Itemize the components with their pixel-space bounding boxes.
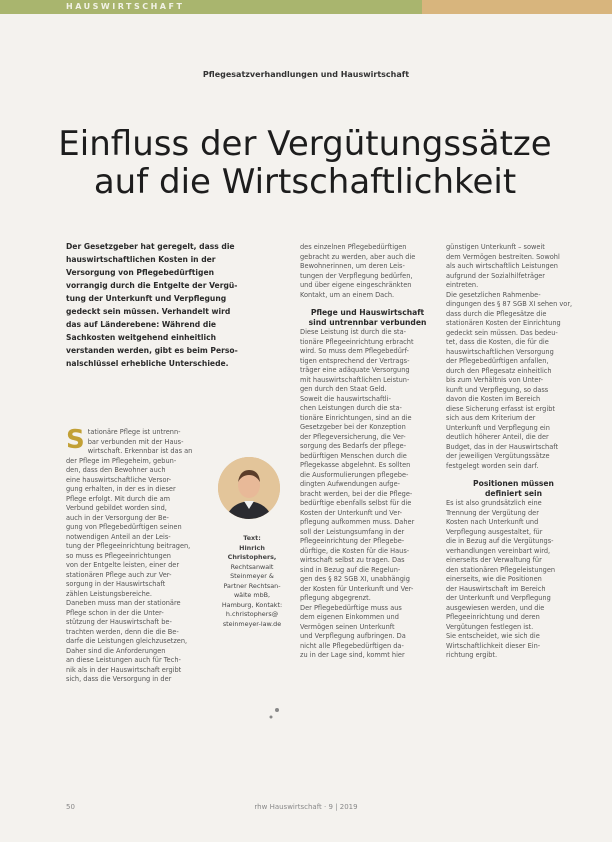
- text-line: von der Entgelte leisten, einer der: [66, 561, 180, 569]
- text-line: bedürftige ebenfalls selbst für die: [300, 499, 412, 507]
- text-line: eine hauswirtschaftliche Versor-: [66, 475, 172, 484]
- text-line: bedürftigen Menschen durch die: [300, 451, 407, 460]
- headline-line: Einfluss der Vergütungssätze: [58, 123, 552, 164]
- caption-line: wälte mbB,: [233, 591, 271, 599]
- author-name: Hinrich Christophers,: [227, 543, 277, 561]
- text-line: die Ausformulierungen pflegebe-: [300, 470, 409, 479]
- text-line: Sie entscheidet, wie sich die: [446, 632, 540, 640]
- text-line: den stationären Pflegeleistungen: [446, 565, 556, 574]
- text-line: der Pflege im Pflegeheim, gebun-: [66, 456, 177, 465]
- text-line: kunft und Verpflegung, so dass: [446, 385, 549, 394]
- text-line: pflegung aufkommen muss. Daher: [300, 518, 415, 526]
- text-line: deutlich höherer Anteil, die der: [446, 433, 549, 441]
- text-line: ausgewiesen werden, und die: [446, 603, 545, 612]
- text-line: Versorgung von Pflegebedürftigen: [66, 268, 215, 277]
- text-line: günstigen Unterkunft – soweit: [446, 243, 545, 251]
- text-line: so muss es Pflegeeinrichtungen: [66, 551, 171, 560]
- headline-line: auf die Wirtschaftlichkeit: [93, 161, 517, 202]
- headline: [40, 125, 570, 201]
- text-line: Daher sind die Anforderungen: [66, 646, 166, 655]
- text-line: als auch wirtschaftlich Leistungen: [446, 262, 558, 270]
- text-line: eintreten.: [446, 281, 479, 289]
- text-line: an diese Leistungen auch für Tech-: [66, 656, 181, 664]
- text-line: davon die Kosten im Bereich: [446, 395, 541, 403]
- text-line: gebracht zu werden, aber auch die: [300, 252, 416, 261]
- text-line: zählen Leistungsbereiche.: [66, 589, 152, 598]
- text-line: sich aus dem Kriterium der: [446, 414, 536, 422]
- text-line: hauswirtschaftlichen Versorgung: [446, 347, 554, 356]
- text-line: Pflege erfolgt. Mit durch die am: [66, 494, 171, 503]
- text-line: gen des § 82 SGB XI, unabhängig: [300, 575, 410, 583]
- text-line: richtung ergibt.: [446, 651, 498, 659]
- text-line: dass durch die Pflegesätze die: [446, 309, 547, 318]
- text-line: stationären Kosten der Einrichtung: [446, 319, 561, 327]
- text-line: nicht alle Pflegebedürftigen da-: [300, 641, 404, 650]
- text-line: gedeckt sein müssen. Verhandelt wird: [66, 307, 231, 316]
- text-line: Soweit die hauswirtschaftli-: [300, 394, 391, 403]
- author-caption: [214, 534, 290, 629]
- text-line: dingten Aufwendungen aufge-: [300, 480, 401, 488]
- text-line: gung erhalten, in der es in dieser: [66, 485, 176, 493]
- text-line: gedeckt sein müssen. Das bedeu-: [446, 328, 558, 337]
- text-line: tet, dass die Kosten, die für die: [446, 338, 549, 346]
- text-line: tationäre Pflege ist untrenn-: [87, 428, 181, 436]
- text-line: bar verbunden mit der Haus-: [87, 437, 184, 446]
- text-line: und Verpflegung aufbringen. Da: [300, 632, 406, 640]
- text-line: Kosten nach Unterkunft und: [446, 518, 539, 526]
- text-line: gen durch den Staat Geld.: [300, 385, 387, 393]
- caption-line: Hamburg, Kontakt:: [221, 600, 283, 609]
- text-line: einerseits der Verwaltung für: [446, 556, 542, 564]
- kicker: Pflegesatzverhandlungen und Hauswirtschaft: [202, 70, 410, 79]
- text-line: Verbund gebildet worden sind,: [66, 504, 167, 512]
- text-line: der Unterkunft und Verpflegung: [446, 594, 551, 602]
- text-line: verhandlungen vereinbart wird,: [446, 546, 551, 555]
- text-line: soll der Leistungsumfang in der: [300, 527, 405, 536]
- text-line: Diese Leistung ist durch die sta-: [300, 328, 407, 336]
- text-line: Pflege schon in der die Unter-: [66, 608, 164, 617]
- section-label: HAUSWIRTSCHAFT: [66, 2, 185, 11]
- text-line: trachten werden, denn die die Be-: [66, 627, 179, 636]
- text-line: gung von Pflegebedürftigen seinen: [66, 523, 182, 531]
- text-line: des einzelnen Pflegebedürftigen: [300, 243, 407, 251]
- text-line: mit hauswirtschaftlichen Leistun-: [300, 375, 410, 384]
- text-line: Der Pflegebedürftige muss aus: [300, 603, 402, 612]
- author-portrait: [218, 457, 280, 519]
- text-line: wirtschaft. Erkennbar ist das an: [87, 447, 193, 455]
- text-line: den, dass den Bewohner auch: [66, 466, 166, 474]
- text-line: der Hauswirtschaft im Bereich: [446, 584, 546, 593]
- text-line: Trennung der Vergütung der: [446, 508, 539, 517]
- dropcap: S: [66, 425, 85, 455]
- text-line: dürftige, die Kosten für die Haus-: [300, 546, 410, 555]
- text-line: notwendigen Anteil an der Leis-: [66, 532, 171, 541]
- text-line: Kontakt, um an einem Dach.: [300, 290, 395, 299]
- text-line: chen Leistungen durch die sta-: [300, 404, 402, 412]
- text-line: dingungen des § 87 SGB XI sehen vor,: [446, 300, 573, 308]
- text-line: Daneben muss man der stationäre: [66, 599, 181, 607]
- text-line: nalschlüssel erhebliche Unterschiede.: [66, 359, 229, 368]
- subheading: Pflege und Hauswirtschaft: [310, 308, 425, 317]
- text-line: Unterkunft und Verpflegung ein: [446, 423, 550, 432]
- text-line: durch den Pflegesatz einheitlich: [446, 366, 552, 375]
- lead-paragraph: [66, 240, 266, 370]
- text-line: hauswirtschaftlichen Kosten in der: [66, 255, 216, 264]
- subheading: sind untrennbar verbunden: [308, 318, 427, 327]
- subheading: definiert sein: [484, 489, 543, 498]
- text-line: Wirtschaftlichkeit dieser Ein-: [446, 641, 541, 650]
- text-line: sind in Bezug auf die Regelun-: [300, 565, 401, 574]
- text-line: Sachkosten weitgehend einheitlich: [66, 333, 217, 342]
- subheading: Positionen müssen: [473, 479, 554, 488]
- text-line: tung der Unterkunft und Verpflegung: [66, 294, 227, 303]
- header-accent: [422, 0, 612, 14]
- text-line: die in Bezug auf die Vergütungs-: [446, 537, 554, 545]
- text-line: Pflegekasse abgelehnt. Es sollten: [300, 461, 411, 469]
- text-line: verstanden werden, gibt es beim Perso-: [66, 346, 238, 355]
- text-line: sorgung des Bedarfs der pflege-: [300, 442, 407, 450]
- text-line: wirtschaft selbst zu tragen. Das: [300, 556, 405, 564]
- text-line: Pflegeeinrichtung der Pflegebe-: [300, 537, 405, 545]
- caption-line: h.christophers@: [225, 610, 279, 618]
- text-line: tigen entsprechend der Vertrags-: [300, 356, 410, 365]
- text-line: Es ist also grundsätzlich eine: [446, 499, 542, 507]
- text-line: träger eine adäquate Versorgung: [300, 366, 410, 374]
- article-column-1: [66, 425, 212, 685]
- decorative-dots: [268, 706, 282, 720]
- caption-line: Partner Rechtsan-: [223, 581, 281, 590]
- text-line: Kosten der Unterkunft und Ver-: [300, 508, 403, 517]
- text-line: und über eigene eingeschränkten: [300, 281, 412, 289]
- text-line: nik als in der Hauswirtschaft ergibt: [66, 665, 182, 674]
- text-line: pflegung abgegrenzt.: [300, 594, 371, 602]
- text-line: einerseits, wie die Positionen: [446, 575, 542, 583]
- text-line: Bewohnerinnen, um deren Leis-: [300, 262, 405, 270]
- text-line: tungen der Verpflegung bedürfen,: [300, 271, 413, 280]
- text-line: der Pflegebedürftigen anfallen,: [446, 357, 549, 365]
- text-line: der Pflegeversicherung, die Ver-: [300, 432, 406, 441]
- text-line: stützung der Hauswirtschaft be-: [66, 618, 172, 626]
- text-line: festgelegt worden sein darf.: [446, 461, 539, 470]
- caption-line: steinmeyer-law.de: [222, 619, 282, 628]
- text-line: diese Sicherung erfasst ist ergibt: [446, 404, 555, 413]
- text-line: sich, dass die Versorgung in der: [66, 675, 172, 683]
- text-line: darfe die Leistungen gleichzusetzen,: [66, 637, 188, 645]
- text-line: Die gesetzlichen Rahmenbe-: [446, 290, 541, 299]
- text-line: vorrangig durch die Entgelte der Vergü-: [66, 281, 238, 290]
- text-line: dem Vermögen bestreiten. Sowohl: [446, 252, 560, 261]
- text-line: der jeweiligen Vergütungssätze: [446, 452, 550, 460]
- article-column-2: [300, 243, 435, 661]
- text-line: Gesetzgeber bei der Konzeption: [300, 423, 406, 431]
- text-line: Pflegeeinrichtung und deren: [446, 613, 540, 621]
- text-line: Vergütungen festlegen ist.: [446, 622, 534, 631]
- section-header-bar: [0, 0, 612, 14]
- caption-label: Text:: [243, 534, 261, 542]
- page-number: 50: [66, 803, 75, 811]
- text-line: der Kosten für Unterkunft und Ver-: [300, 584, 414, 593]
- text-line: tung der Pflegeeinrichtung beitragen,: [66, 542, 191, 550]
- text-line: bis zum Verhältnis von Unter-: [446, 376, 544, 384]
- text-line: tionäre Pflegeeinrichtung erbracht: [300, 337, 414, 346]
- article-column-3: [446, 243, 581, 661]
- text-line: tionäre Einrichtungen, sind an die: [300, 413, 412, 422]
- text-line: aufgrund der Sozialhilfeträger: [446, 271, 546, 280]
- text-line: zu in der Lage sind, kommt hier: [300, 651, 405, 659]
- text-line: wird. So muss dem Pflegebedürf-: [300, 347, 409, 355]
- text-line: auch in der Versorgung der Be-: [66, 513, 169, 522]
- caption-line: Steinmeyer &: [230, 572, 274, 580]
- text-line: Verpflegung ausgestaltet, für: [446, 527, 543, 536]
- text-line: das auf Länderebene: Während die: [66, 320, 217, 329]
- text-line: stationären Pflege auch zur Ver-: [66, 570, 172, 579]
- caption-line: Rechtsanwalt: [230, 562, 274, 571]
- text-line: dem eigenen Einkommen und: [300, 613, 399, 621]
- text-line: Der Gesetzgeber hat geregelt, dass die: [66, 242, 235, 251]
- journal-footer: rhw Hauswirtschaft · 9 | 2019: [254, 803, 358, 811]
- text-line: Budget, das in der Hauswirtschaft: [446, 442, 559, 451]
- text-line: sorgung in der Hauswirtschaft: [66, 580, 166, 588]
- text-line: bracht werden, bei der die Pflege-: [300, 489, 413, 498]
- text-line: Vermögen seinen Unterkunft: [300, 622, 395, 631]
